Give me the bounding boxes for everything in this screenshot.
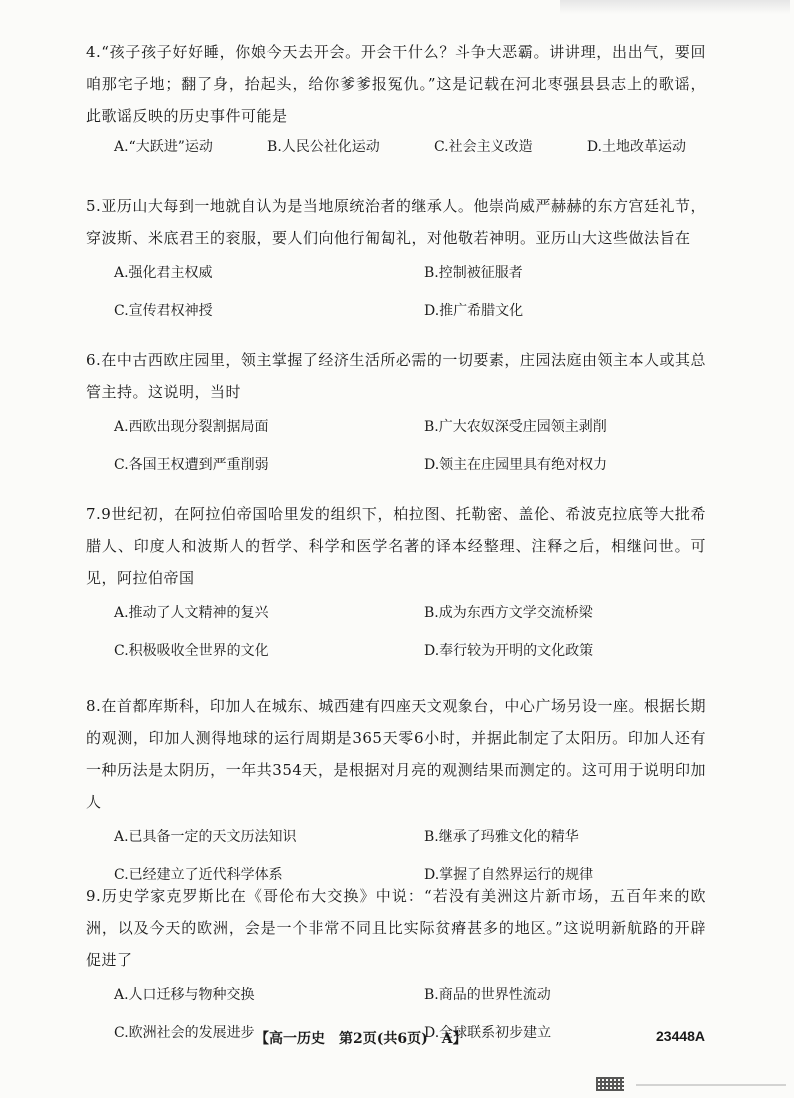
option-c: C.积极吸收全世界的文化 — [114, 643, 269, 659]
question-9 — [86, 880, 706, 1052]
options-row — [86, 132, 706, 162]
footer-label: 【高一历史 第2页(共6页) A】 — [255, 1031, 467, 1047]
question-stem: 7.9世纪初，在阿拉伯帝国哈里发的组织下，柏拉图、托勒密、盖伦、希波克拉底等大批希腊人、印度人和波斯人的哲学、科学和医学名著的译本经整理、注释之后，相继问世。可见，阿拉伯帝国 — [86, 505, 706, 587]
option-d: D.推广希腊文化 — [424, 303, 524, 319]
options-grid — [86, 594, 706, 670]
option-c: C.各国王权遭到严重削弱 — [114, 457, 269, 473]
question-stem: 4.“孩子孩子好好睡，你娘今天去开会。开会干什么？斗争大恶霸。讲讲理，出出气，要回咱那宅子地；翻了身，抬起头，给你爹爹报冤仇。”这是记载在河北枣强县县志上的歌谣，此歌谣反映的历史事件可能是 — [86, 43, 706, 125]
option-d: D.土地改革运动 — [586, 139, 686, 155]
option-d: D.奉行较为开明的文化政策 — [424, 643, 594, 659]
question-stem: 9.历史学家克罗斯比在《哥伦布大交换》中说：“若没有美洲这片新市场，五百年来的欧洲，以及今天的欧洲，会是一个非常不同且比实际贫瘠甚多的地区。”这说明新航路的开辟促进了 — [86, 887, 706, 969]
option-a: A.人口迁移与物种交换 — [114, 987, 255, 1003]
corner-mark — [596, 1076, 786, 1094]
scan-smudge — [560, 0, 790, 14]
option-d: D.掌握了自然界运行的规律 — [424, 867, 594, 883]
option-a: A.“大跃进”运动 — [114, 139, 213, 155]
option-c: C.欧洲社会的发展进步 — [114, 1025, 255, 1041]
option-b: B.商品的世界性流动 — [424, 987, 551, 1003]
paper-code: 23448A — [656, 1028, 706, 1044]
option-b: B.广大农奴深受庄园领主剥削 — [424, 419, 607, 435]
question-stem: 8.在首都库斯科，印加人在城东、城西建有四座天文观象台，中心广场另设一座。根据长期的观测，印加人测得地球的运行周期是365天零6小时，并据此制定了太阳历。印加人还有一种历法是太阴历，一年共354天，是根据对月亮的观测结果而测定的。这可用于说明印加人 — [86, 697, 706, 811]
option-c: C.已经建立了近代科学体系 — [114, 867, 283, 883]
option-c: C.社会主义改造 — [433, 139, 533, 155]
option-b: B.继承了玛雅文化的精华 — [424, 829, 579, 845]
qr-code-icon — [596, 1077, 624, 1091]
option-a: A.强化君主权威 — [114, 265, 213, 281]
question-7 — [86, 498, 706, 670]
question-stem: 5.亚历山大每到一地就自认为是当地原统治者的继承人。他崇尚威严赫赫的东方宫廷礼节，穿波斯、米底君王的衮服，要人们向他行匍匐礼，对他敬若神明。亚历山大这些做法旨在 — [86, 197, 706, 247]
option-b: B.人民公社化运动 — [267, 139, 380, 155]
options-grid — [86, 254, 706, 330]
option-a: A.已具备一定的天文历法知识 — [114, 829, 297, 845]
question-5 — [86, 190, 706, 330]
option-a: A.推动了人文精神的复兴 — [114, 605, 269, 621]
option-c: C.宣传君权神授 — [114, 303, 213, 319]
options-grid — [86, 408, 706, 484]
option-d: D.全球联系初步建立 — [424, 1025, 552, 1041]
option-b: B.控制被征服者 — [424, 265, 523, 281]
option-a: A.西欧出现分裂割据局面 — [114, 419, 269, 435]
question-6 — [86, 344, 706, 484]
question-8 — [86, 690, 706, 894]
question-stem: 6.在中古西欧庄园里，领主掌握了经济生活所必需的一切要素，庄园法庭由领主本人或其总管主持。这说明，当时 — [86, 351, 706, 401]
option-b: B.成为东西方文学交流桥梁 — [424, 605, 593, 621]
question-4 — [86, 36, 706, 162]
scan-smudge — [636, 1084, 786, 1086]
option-d: D.领主在庄园里具有绝对权力 — [424, 457, 608, 473]
